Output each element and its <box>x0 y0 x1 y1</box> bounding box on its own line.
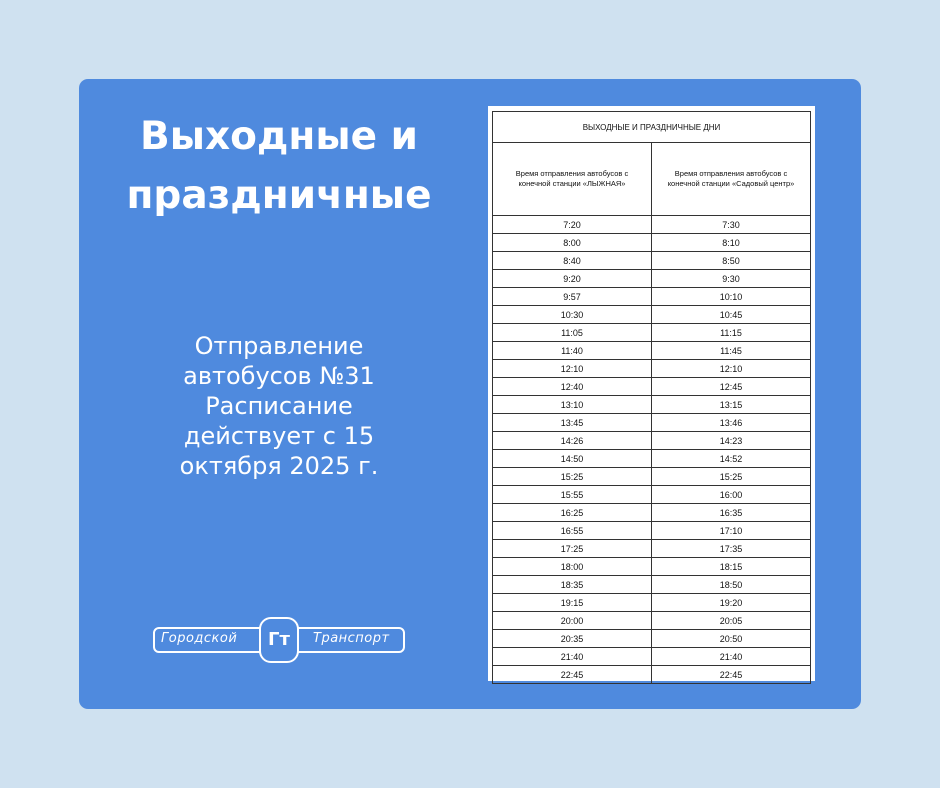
route-description <box>99 331 459 481</box>
subtitle-line: действует с 15 <box>183 422 375 450</box>
table-row <box>493 414 811 432</box>
departure-time-lyzhnaya: 14:50 <box>493 450 652 468</box>
table-row <box>493 594 811 612</box>
departure-time-sadovy: 16:35 <box>652 504 811 522</box>
table-row <box>493 450 811 468</box>
departure-time-lyzhnaya: 13:45 <box>493 414 652 432</box>
departure-time-sadovy: 16:00 <box>652 486 811 504</box>
subtitle-line: автобусов №31 <box>183 362 375 390</box>
logo-word-left: Городской <box>161 631 238 646</box>
departure-time-lyzhnaya: 22:45 <box>493 666 652 684</box>
schedule-heading: ВЫХОДНЫЕ И ПРАЗДНИЧНЫЕ ДНИ <box>493 112 811 143</box>
departure-time-sadovy: 17:10 <box>652 522 811 540</box>
departure-time-lyzhnaya: 10:30 <box>493 306 652 324</box>
logo-emblem-icon: Гт <box>259 617 299 663</box>
departure-time-lyzhnaya: 21:40 <box>493 648 652 666</box>
column-header-sadovy: Время отправления автобусов с конечной станции «Садовый центр» <box>652 143 811 216</box>
departure-time-lyzhnaya: 16:55 <box>493 522 652 540</box>
table-row <box>493 234 811 252</box>
departure-time-sadovy: 14:52 <box>652 450 811 468</box>
table-row <box>493 216 811 234</box>
table-row <box>493 270 811 288</box>
departure-time-sadovy: 13:46 <box>652 414 811 432</box>
departure-time-lyzhnaya: 13:10 <box>493 396 652 414</box>
departure-time-lyzhnaya: 14:26 <box>493 432 652 450</box>
departure-time-sadovy: 17:35 <box>652 540 811 558</box>
title-line: праздничные <box>126 173 432 218</box>
departure-time-sadovy: 8:50 <box>652 252 811 270</box>
subtitle-line: Расписание <box>205 392 353 420</box>
departure-time-sadovy: 18:50 <box>652 576 811 594</box>
title-line: Выходные и <box>139 114 418 159</box>
departure-time-lyzhnaya: 18:35 <box>493 576 652 594</box>
table-row <box>493 522 811 540</box>
departure-time-lyzhnaya: 8:00 <box>493 234 652 252</box>
departure-time-sadovy: 14:23 <box>652 432 811 450</box>
departure-time-lyzhnaya: 17:25 <box>493 540 652 558</box>
departure-time-lyzhnaya: 12:10 <box>493 360 652 378</box>
departure-time-sadovy: 19:20 <box>652 594 811 612</box>
departure-time-sadovy: 20:50 <box>652 630 811 648</box>
table-row <box>493 630 811 648</box>
table-row <box>493 378 811 396</box>
departure-time-sadovy: 10:45 <box>652 306 811 324</box>
table-row <box>493 252 811 270</box>
table-row <box>493 360 811 378</box>
table-row <box>493 432 811 450</box>
table-row <box>493 486 811 504</box>
departure-time-lyzhnaya: 20:35 <box>493 630 652 648</box>
subtitle-line: Отправление <box>194 332 364 360</box>
table-row <box>493 468 811 486</box>
departure-time-lyzhnaya: 19:15 <box>493 594 652 612</box>
departure-time-lyzhnaya: 11:05 <box>493 324 652 342</box>
table-row <box>493 558 811 576</box>
departure-time-sadovy: 22:45 <box>652 666 811 684</box>
table-row <box>493 306 811 324</box>
departure-time-sadovy: 7:30 <box>652 216 811 234</box>
subtitle-line: октября 2025 г. <box>179 452 379 480</box>
departure-time-sadovy: 13:15 <box>652 396 811 414</box>
table-row <box>493 648 811 666</box>
table-row <box>493 324 811 342</box>
departure-time-sadovy: 18:15 <box>652 558 811 576</box>
departure-time-sadovy: 20:05 <box>652 612 811 630</box>
departure-time-sadovy: 12:45 <box>652 378 811 396</box>
table-row <box>493 396 811 414</box>
departure-time-sadovy: 10:10 <box>652 288 811 306</box>
departure-time-sadovy: 11:45 <box>652 342 811 360</box>
table-row <box>493 342 811 360</box>
schedule-body <box>493 216 811 684</box>
departure-time-lyzhnaya: 15:55 <box>493 486 652 504</box>
departure-time-lyzhnaya: 16:25 <box>493 504 652 522</box>
departure-time-lyzhnaya: 9:57 <box>493 288 652 306</box>
departure-time-lyzhnaya: 11:40 <box>493 342 652 360</box>
table-row <box>493 666 811 684</box>
logo-word-right: Транспорт <box>313 631 390 646</box>
page-title <box>99 107 459 225</box>
departure-time-lyzhnaya: 9:20 <box>493 270 652 288</box>
departure-time-lyzhnaya: 18:00 <box>493 558 652 576</box>
departure-time-lyzhnaya: 7:20 <box>493 216 652 234</box>
departure-time-sadovy: 9:30 <box>652 270 811 288</box>
schedule-image <box>488 106 815 681</box>
table-row <box>493 612 811 630</box>
schedule-table <box>492 111 811 684</box>
table-row <box>493 540 811 558</box>
departure-time-sadovy: 11:15 <box>652 324 811 342</box>
table-row <box>493 288 811 306</box>
departure-time-sadovy: 21:40 <box>652 648 811 666</box>
departure-time-sadovy: 8:10 <box>652 234 811 252</box>
departure-time-lyzhnaya: 15:25 <box>493 468 652 486</box>
departure-time-lyzhnaya: 20:00 <box>493 612 652 630</box>
column-header-lyzhnaya: Время отправления автобусов с конечной станции «ЛЫЖНАЯ» <box>493 143 652 216</box>
table-row <box>493 576 811 594</box>
departure-time-lyzhnaya: 12:40 <box>493 378 652 396</box>
table-row <box>493 504 811 522</box>
departure-time-sadovy: 15:25 <box>652 468 811 486</box>
departure-time-lyzhnaya: 8:40 <box>493 252 652 270</box>
city-transport-logo <box>153 617 405 665</box>
info-card <box>79 79 861 709</box>
departure-time-sadovy: 12:10 <box>652 360 811 378</box>
